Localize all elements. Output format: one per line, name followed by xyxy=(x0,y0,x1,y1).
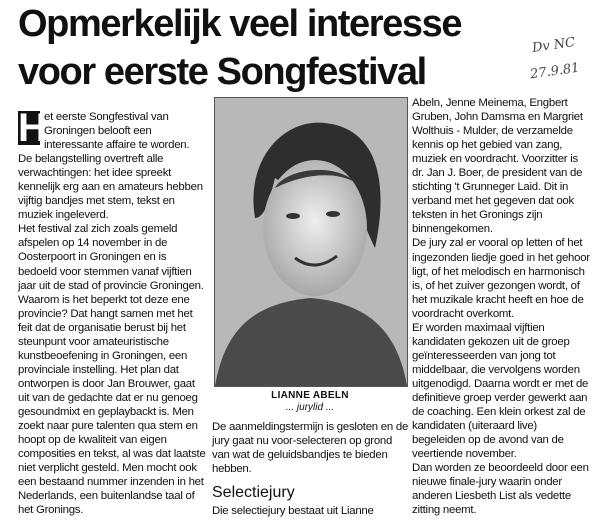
headline-line-1: Opmerkelijk veel interesse xyxy=(18,3,462,45)
photo-caption xyxy=(214,390,406,414)
article-column-1 xyxy=(18,106,206,517)
paragraph: Waarom is het beperkt tot deze ene provincie? Dat hangt samen met het feit dat de organisatie berust bij het steunpunt voor amateuristische kunstbeoefening in Groningen, een provinciale instelling. Het plan dat ontworpen is door Jan Brouwer, gaat uit van de gedachte dat er nu genoeg gesoundmixt en geplaybackt is. Men zoekt naar pure talenten qua stem en hoopt op de kwaliteit van eigen composities en tekst, al was dat laatste niet verplicht gesteld. Men mocht ook een bestaand nummer inzenden in het Nederlands, een buitenlandse taal of het Gronings. xyxy=(18,293,206,517)
article-column-2 xyxy=(212,420,410,476)
subheading: Selectiejury xyxy=(212,484,295,501)
paragraph: Er worden maximaal vijftien kandidaten gekozen uit de groep geïnteresseerden van jong tot middelbaar, die vervolgens worden uitgenodigd. Daarna wordt er met de definitieve groep verder gewerkt aan de coaching. Een klein orkest zal de kandidaten (uiteraard live) begeleiden op de avond van de veertiende november. xyxy=(412,321,589,461)
portrait-image xyxy=(215,98,407,386)
paragraph: De aanmeldingstermijn is gesloten en de jury gaat nu voor-selecteren op grond van wat de geluidsbandjes te bieden hebben. xyxy=(212,421,409,476)
paragraph: Dan worden ze beoordeeld door een nieuwe finale-jury waarin onder anderen Liesbeth List als vedette zitting neemt. xyxy=(412,462,589,517)
paragraph: Die selectiejury bestaat uit Lianne xyxy=(212,505,374,517)
portrait-photo xyxy=(214,97,408,387)
caption-name: LIANNE ABELN xyxy=(271,390,349,401)
paragraph: Het festival zal zich zoals gemeld afspelen op 14 november in de Oosterpoort in Groningen en is bedoeld voor stemmen vanaf vijftien jaar uit de stad of provincie Groningen. xyxy=(18,223,204,292)
paragraph: H et eerste Songfestival van Groningen belooft een interessante affaire te worden. De belangstelling overtreft alle verwachtingen: het idee spreekt kennelijk erg aan en amateurs hebben vijftig bandjes met stem, tekst en muziek ingeleverd. xyxy=(18,106,203,222)
headline-line-2: voor eerste Songfestival xyxy=(18,51,426,93)
drop-cap: H xyxy=(18,106,47,150)
handwritten-note-2: 27.9.81 xyxy=(529,60,581,83)
handwritten-note-1: Dv NC xyxy=(531,35,577,56)
caption-role: ... jurylid ... xyxy=(285,402,335,413)
paragraph: De jury zal er vooral op letten of het ingezonden liedje goed in het gehoor ligt, of het melodisch en harmonisch is, of het zuiver gezongen wordt, of het muzikale kracht heeft en hoe de voordracht overkomt. xyxy=(412,237,590,320)
paragraph: Abeln, Jenne Meinema, Engbert Gruben, John Damsma en Margriet Wolthuis - Mulder, de verzamelde kennis op het gebied van zang, muziek en voordracht. Voorzitter is dr. Jan J. Boer, de president van de stichting 't Grunneger Laid. Dit in verband met het gegeven dat ook teksten in het Gronings zijn binnengekomen. xyxy=(412,97,583,236)
article-column-3 xyxy=(412,96,590,517)
